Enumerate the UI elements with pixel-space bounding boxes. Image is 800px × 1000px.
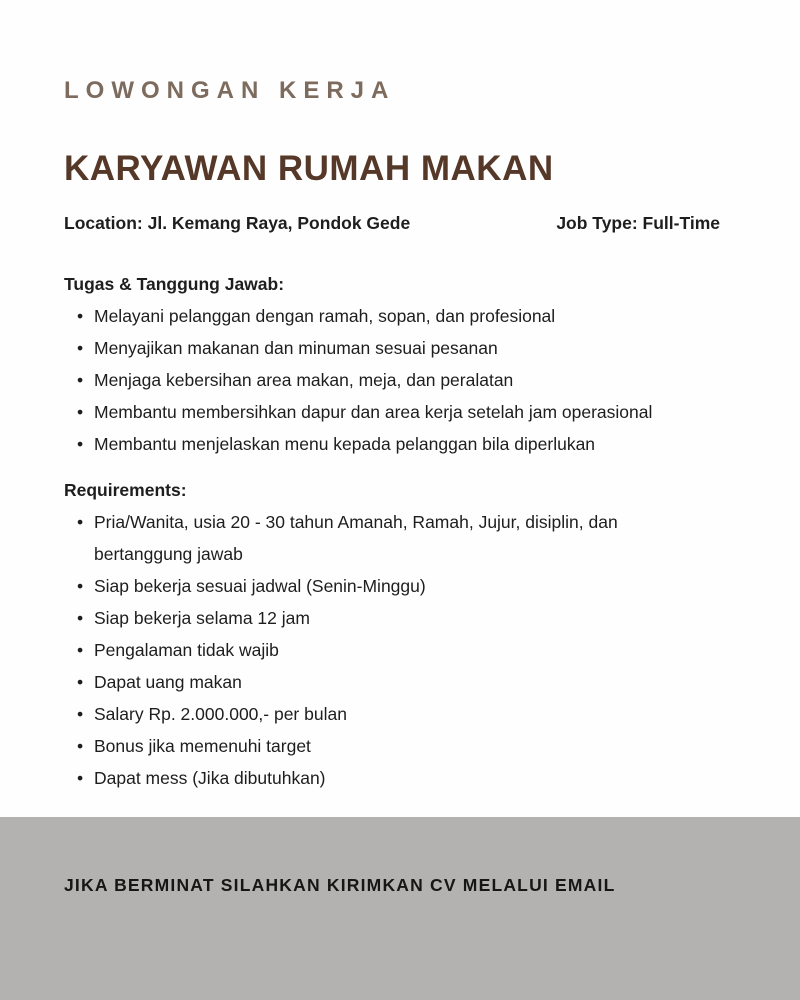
responsibilities-heading: Tugas & Tanggung Jawab: (64, 274, 285, 294)
list-item: • Pengalaman tidak wajib (94, 634, 720, 666)
list-item: • Menyajikan makanan dan minuman sesuai pesanan (94, 332, 720, 364)
section-requirements (64, 479, 720, 794)
list-item: • Siap bekerja selama 12 jam (94, 602, 720, 634)
requirements-heading: Requirements: (64, 480, 187, 500)
footer-band (0, 817, 800, 1000)
list-item: • Pria/Wanita, usia 20 - 30 tahun Amanah, Ramah, Jujur, disiplin, dan bertanggung jawab (94, 506, 720, 570)
page-title: KARYAWAN RUMAH MAKAN (64, 149, 554, 188)
list-item: • Melayani pelanggan dengan ramah, sopan, dan profesional (94, 300, 720, 332)
list-item: • Siap bekerja sesuai jadwal (Senin-Minggu) (94, 570, 720, 602)
list-item: • Bonus jika memenuhi target (94, 730, 720, 762)
list-item: • Dapat uang makan (94, 666, 720, 698)
list-item: • Dapat mess (Jika dibutuhkan) (94, 762, 720, 794)
location-label: Location: Jl. Kemang Raya, Pondok Gede (64, 213, 411, 233)
list-item: • Menjaga kebersihan area makan, meja, dan peralatan (94, 364, 720, 396)
list-item: • Membantu membersihkan dapur dan area kerja setelah jam operasional (94, 396, 720, 428)
list-item: • Membantu menjelaskan menu kepada pelanggan bila diperlukan (94, 428, 720, 460)
list-item: • Salary Rp. 2.000.000,- per bulan (94, 698, 720, 730)
kicker-heading: LOWONGAN KERJA (64, 77, 396, 104)
job-type-label: Job Type: Full-Time (556, 213, 720, 233)
section-responsibilities (64, 273, 720, 460)
footer-cta-text: JIKA BERMINAT SILAHKAN KIRIMKAN CV MELALUI EMAIL (64, 875, 616, 895)
requirements-list (64, 506, 720, 794)
responsibilities-list (64, 300, 720, 460)
meta-row (64, 213, 720, 233)
